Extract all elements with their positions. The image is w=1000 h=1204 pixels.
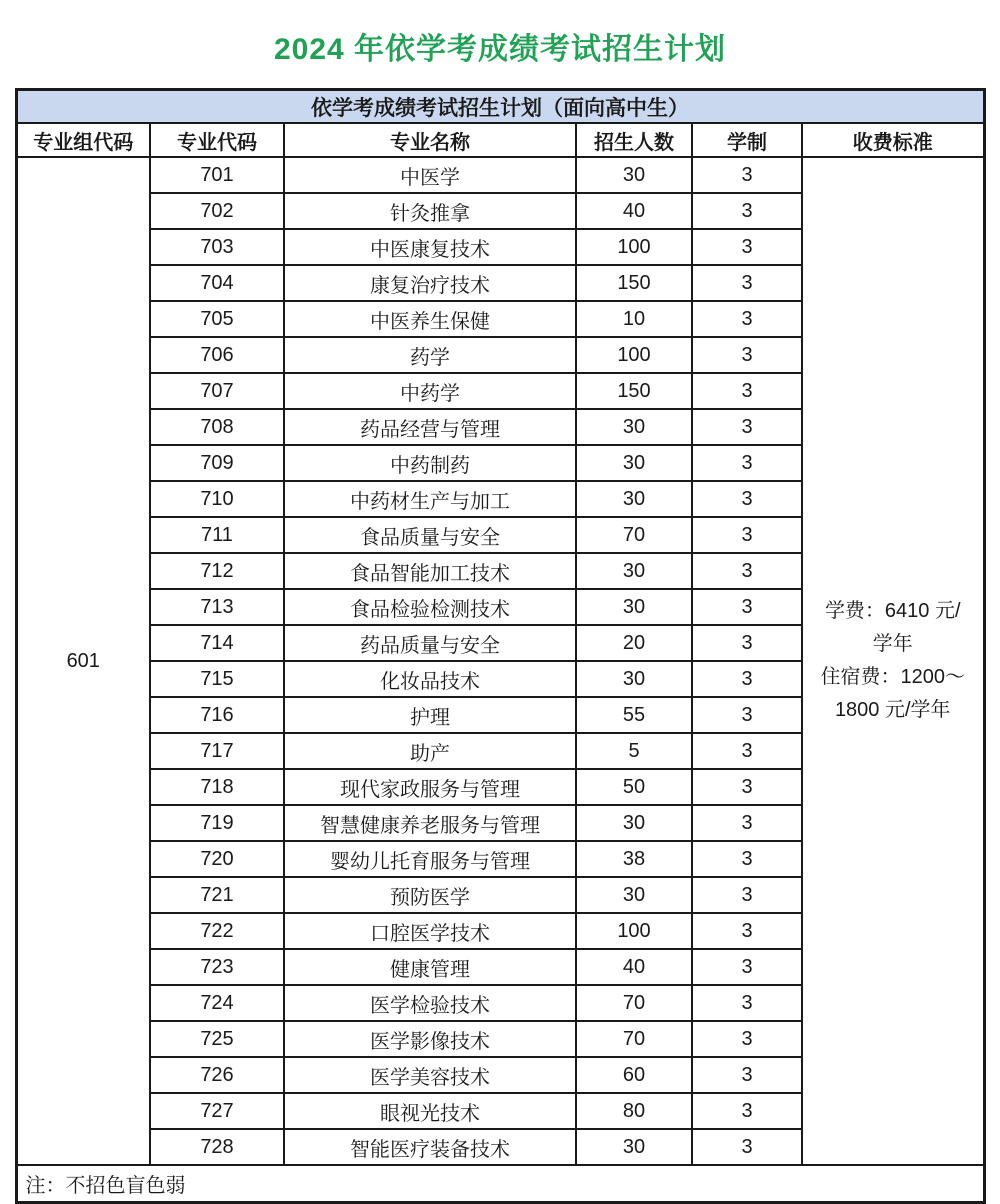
- enrollment-count-cell: 80: [576, 1093, 692, 1129]
- duration-cell: 3: [692, 1057, 802, 1093]
- duration-cell: 3: [692, 661, 802, 697]
- fee-standard-cell: [802, 157, 984, 1165]
- duration-cell: 3: [692, 913, 802, 949]
- table-column-header-row: [16, 123, 984, 157]
- group-code-cell: 601: [16, 157, 150, 1165]
- major-code-cell: 721: [150, 877, 284, 913]
- duration-cell: 3: [692, 373, 802, 409]
- enrollment-count-cell: 38: [576, 841, 692, 877]
- duration-cell: 3: [692, 949, 802, 985]
- enrollment-count-cell: 30: [576, 589, 692, 625]
- major-name-cell: 预防医学: [284, 877, 576, 913]
- enrollment-count-cell: 20: [576, 625, 692, 661]
- major-code-cell: 725: [150, 1021, 284, 1057]
- duration-cell: 3: [692, 553, 802, 589]
- enrollment-count-cell: 30: [576, 661, 692, 697]
- duration-cell: 3: [692, 625, 802, 661]
- duration-cell: 3: [692, 1129, 802, 1165]
- admission-plan-table: [15, 88, 986, 1204]
- col-header-fee-standard: 收费标准: [802, 123, 984, 157]
- enrollment-count-cell: 70: [576, 1021, 692, 1057]
- major-code-cell: 717: [150, 733, 284, 769]
- major-name-cell: 口腔医学技术: [284, 913, 576, 949]
- major-name-cell: 中医养生保健: [284, 301, 576, 337]
- table-subtitle: 依学考成绩考试招生计划（面向高中生）: [16, 90, 984, 124]
- table-body: [16, 157, 984, 1165]
- enrollment-count-cell: 30: [576, 481, 692, 517]
- major-code-cell: 704: [150, 265, 284, 301]
- duration-cell: 3: [692, 265, 802, 301]
- major-name-cell: 健康管理: [284, 949, 576, 985]
- duration-cell: 3: [692, 769, 802, 805]
- duration-cell: 3: [692, 517, 802, 553]
- major-name-cell: 智能医疗装备技术: [284, 1129, 576, 1165]
- duration-cell: 3: [692, 841, 802, 877]
- duration-cell: 3: [692, 733, 802, 769]
- major-name-cell: 医学影像技术: [284, 1021, 576, 1057]
- enrollment-count-cell: 70: [576, 985, 692, 1021]
- col-header-major-code: 专业代码: [150, 123, 284, 157]
- enrollment-count-cell: 100: [576, 913, 692, 949]
- duration-cell: 3: [692, 337, 802, 373]
- major-name-cell: 康复治疗技术: [284, 265, 576, 301]
- major-code-cell: 705: [150, 301, 284, 337]
- duration-cell: 3: [692, 1093, 802, 1129]
- major-code-cell: 715: [150, 661, 284, 697]
- duration-cell: 3: [692, 985, 802, 1021]
- col-header-enrollment-count: 招生人数: [576, 123, 692, 157]
- major-code-cell: 716: [150, 697, 284, 733]
- enrollment-count-cell: 10: [576, 301, 692, 337]
- major-name-cell: 药学: [284, 337, 576, 373]
- enrollment-count-cell: 30: [576, 409, 692, 445]
- duration-cell: 3: [692, 697, 802, 733]
- fee-line: 住宿费：1200～: [820, 666, 965, 688]
- duration-cell: 3: [692, 445, 802, 481]
- duration-cell: 3: [692, 481, 802, 517]
- major-code-cell: 722: [150, 913, 284, 949]
- major-code-cell: 719: [150, 805, 284, 841]
- major-code-cell: 702: [150, 193, 284, 229]
- major-name-cell: 中药学: [284, 373, 576, 409]
- major-code-cell: 727: [150, 1093, 284, 1129]
- enrollment-count-cell: 30: [576, 1129, 692, 1165]
- major-code-cell: 724: [150, 985, 284, 1021]
- enrollment-count-cell: 150: [576, 265, 692, 301]
- major-code-cell: 720: [150, 841, 284, 877]
- enrollment-count-cell: 150: [576, 373, 692, 409]
- enrollment-count-cell: 70: [576, 517, 692, 553]
- duration-cell: 3: [692, 805, 802, 841]
- duration-cell: 3: [692, 409, 802, 445]
- major-name-cell: 医学美容技术: [284, 1057, 576, 1093]
- major-name-cell: 护理: [284, 697, 576, 733]
- enrollment-count-cell: 50: [576, 769, 692, 805]
- page-title: 2024 年依学考成绩考试招生计划: [273, 33, 727, 66]
- table-subtitle-row: [16, 90, 984, 124]
- major-code-cell: 703: [150, 229, 284, 265]
- major-code-cell: 711: [150, 517, 284, 553]
- enrollment-count-cell: 40: [576, 193, 692, 229]
- major-name-cell: 食品质量与安全: [284, 517, 576, 553]
- major-name-cell: 食品检验检测技术: [284, 589, 576, 625]
- duration-cell: 3: [692, 229, 802, 265]
- major-name-cell: 中医学: [284, 157, 576, 193]
- major-name-cell: 眼视光技术: [284, 1093, 576, 1129]
- enrollment-count-cell: 100: [576, 337, 692, 373]
- major-name-cell: 中药制药: [284, 445, 576, 481]
- enrollment-count-cell: 60: [576, 1057, 692, 1093]
- enrollment-count-cell: 30: [576, 877, 692, 913]
- duration-cell: 3: [692, 1021, 802, 1057]
- major-code-cell: 718: [150, 769, 284, 805]
- major-code-cell: 712: [150, 553, 284, 589]
- duration-cell: 3: [692, 193, 802, 229]
- duration-cell: 3: [692, 589, 802, 625]
- major-code-cell: 706: [150, 337, 284, 373]
- enrollment-count-cell: 30: [576, 445, 692, 481]
- major-name-cell: 助产: [284, 733, 576, 769]
- enrollment-count-cell: 30: [576, 553, 692, 589]
- major-code-cell: 723: [150, 949, 284, 985]
- major-code-cell: 709: [150, 445, 284, 481]
- fee-line: 学费：6410 元/: [824, 600, 961, 622]
- major-name-cell: 中医康复技术: [284, 229, 576, 265]
- major-name-cell: 针灸推拿: [284, 193, 576, 229]
- fee-line: 学年: [872, 633, 913, 655]
- enrollment-count-cell: 100: [576, 229, 692, 265]
- enrollment-count-cell: 55: [576, 697, 692, 733]
- major-name-cell: 食品智能加工技术: [284, 553, 576, 589]
- major-code-cell: 726: [150, 1057, 284, 1093]
- col-header-major-name: 专业名称: [284, 123, 576, 157]
- fee-line: 1800 元/学年: [834, 699, 951, 721]
- major-code-cell: 707: [150, 373, 284, 409]
- enrollment-count-cell: 40: [576, 949, 692, 985]
- major-code-cell: 714: [150, 625, 284, 661]
- duration-cell: 3: [692, 877, 802, 913]
- major-name-cell: 化妆品技术: [284, 661, 576, 697]
- table-note: 注：不招色盲色弱: [16, 1165, 984, 1203]
- major-code-cell: 728: [150, 1129, 284, 1165]
- table-note-row: [16, 1165, 984, 1203]
- enrollment-count-cell: 5: [576, 733, 692, 769]
- major-name-cell: 中药材生产与加工: [284, 481, 576, 517]
- major-code-cell: 708: [150, 409, 284, 445]
- major-name-cell: 医学检验技术: [284, 985, 576, 1021]
- enrollment-count-cell: 30: [576, 805, 692, 841]
- table-row: [16, 157, 984, 193]
- major-name-cell: 药品质量与安全: [284, 625, 576, 661]
- enrollment-count-cell: 30: [576, 157, 692, 193]
- duration-cell: 3: [692, 301, 802, 337]
- major-code-cell: 713: [150, 589, 284, 625]
- major-name-cell: 药品经营与管理: [284, 409, 576, 445]
- duration-cell: 3: [692, 157, 802, 193]
- major-name-cell: 婴幼儿托育服务与管理: [284, 841, 576, 877]
- major-code-cell: 701: [150, 157, 284, 193]
- major-name-cell: 现代家政服务与管理: [284, 769, 576, 805]
- major-name-cell: 智慧健康养老服务与管理: [284, 805, 576, 841]
- col-header-duration: 学制: [692, 123, 802, 157]
- col-header-group-code: 专业组代码: [16, 123, 150, 157]
- major-code-cell: 710: [150, 481, 284, 517]
